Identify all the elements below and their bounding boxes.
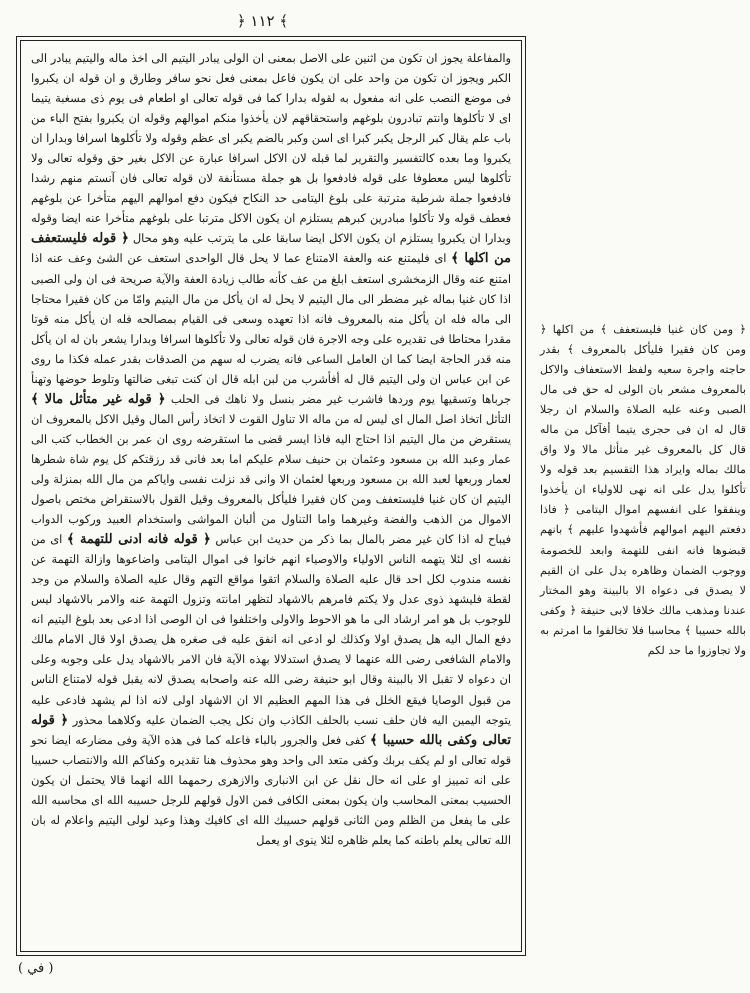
- main-commentary: [25, 43, 517, 851]
- commentary-paragraph: اى فليمتنع عنه والعفة الامتناع عما لا يحل قال الواحدى استعف عن الشئ وعف عنه اذا امتنع عنه وقال الزمخشرى استعف ابلغ من عف كأنه طالب زيادة العفة والآية صريحة فى ان ولى الصبى اذا كان غنيا بماله غير مضطر الى مال اليتيم لا يحل له ان يأكل من مال اليتيم وامّا من كان فقيرا محتاجا الى ماله فله ان يأكل منه بالمعروف فانه اذا تعهده وسعى فى القيام بمصالحه فله ان يأكل منه قوتا مقدرا محتاطا فى تقديره على وجه الاجرة فان قوله تعالى ولا تأكلوها اسرافا وبدارا يشعر بان له ان يأكل منه قدر الحاجة ايضا كما ان العامل الساعى فانه يضرب له سهم من الصدقات بقدر عمله فكذا ما روى عن ابن عباس ان ولى اليتيم قال له أفأشرب من لبن ابله قال ان كنت تبغى ضالتها وتلوط حوضها وتهنأ جرباها وتسقيها يوم وردها فاشرب غير مضر بنسل ولا ناهك فى الحلب: [31, 252, 511, 406]
- margin-paragraph: ﴿ ومن كان غنيا فليستعفف ﴾ من اكلها ﴿ ومن كان فقيرا فليأكل بالمعروف ﴾ بقدر حاجته واجرة سعيه ولفظ الاستعفاف والاكل بالمعروف مشعر بان الولى له حق فى مال الصبى وعنه عليه الصلاة والسلام ان رجلا قال له ان فى حجرى يتيما أفآكل من ماله قال كل بالمعروف غير متأثل مالا ولا واق مالك بماله وايراد هذا التقسيم بعد قوله ولا تأكلوا يدل على انه نهى للاولياء ان يأخذوا وينفقوا على انفسهم اموال اليتامى: [540, 323, 746, 517]
- quote-heading: ﴿ قوله فانه ادنى للتهمة ﴾: [66, 532, 211, 548]
- margin-paragraph: ﴿ فاذا دفعتم اليهم اموالهم فأشهدوا عليهم ﴾ بانهم قبضوها فانه انفى للتهمة وابعد للخصومة ووجوب الضمان وظاهره يدل على ان القيم لا يصدق فى دعواه الا بالبينة وهو المختار عندنا ومذهب مالك خلافا لابى حنيفة ﴿ وكفى بالله حسيبا ﴾ محاسبا فلا تخالفوا ما امرتم به ولا تجاوزوا ما حد لكم: [540, 503, 746, 657]
- quote-heading: ﴿ قوله فليستعفف من اكلها ﴾: [31, 231, 512, 267]
- quote-heading: ﴿ قوله غير متأثل مالا ﴾: [31, 391, 166, 407]
- commentary-paragraph: كفى فعل والجرور بالباء فاعله كما فى هذه الآية وفى مضارعه ايضا نحو قوله تعالى او لم يكف بربك وكفى متعد الى واحد وهو محذوف هنا تقديره وكفاكم الله والانتصاب حسيبا على انه تمييز او على انه حال نقل عن ابن الانبارى والازهرى رحمهما الله انهما قالا يحتمل ان يكون الحسيب بمعنى المحاسب وان يكون بمعنى الكافى فمن الاول قولهم للرجل حسيبه الله اى محاسبه الله على ما يفعل من الظلم ومن الثانى قولهم حسيبك الله اى كافيك وهذا وعيد لولى اليتيم واعلام له بان الله تعالى يعلم باطنه كما يعلم ظاهره لئلا ينوى او يعمل: [31, 733, 511, 847]
- commentary-paragraph: والمفاعلة يجوز ان تكون من اثنين على الاصل بمعنى ان الولى يبادر اليتيم الى اخذ ماله واليتيم يبادر الى الكبر ويجوز ان تكون من واحد على ان يكون فاعل بمعنى فعل نحو سافر وطارق و ان قوله ان يكبروا فى موضع النصب على انه مفعول به لقوله بدارا كما فى قوله تعالى او اطعام فى يوم ذى مسغبة يتيما اى لا تأكلوها وانتم تبادرون بلوغهم واستحقاقهم لان يأخذوا منكم اموالهم وقوله ان يكبروا بفتح الباء من باب علم يقال كبر الرجل يكبر كبرا اى اسن وكبر بالضم يكبر اى عظم وقوله ولا تأكلوها اسرافا وبدارا ان يكبروا وما بعده كالتفسير والتقرير لما قبله لان الاكل اسرافا عبارة عن الاكل بغير حق وقوله تعالى ولا تأكلوها ليس معطوفا على قوله فادفعوا بل هو جملة مستأنفة لان قوله تعالى فان آنستم منهم رشدا فادفعوا جملة شرطية مترتبة على بلوغ اليتامى حد النكاح فيكون دفع اموالهم اليهم متأخرا عن بلوغهم فعطف قوله ولا تأكلوا مبادرين كبرهم يستلزم ان يكون الاكل مترتبا على بلوغهم متأخرا عنه ايضا وقوله وبدارا ان يكبروا يستلزم ان يكون الاكل ايضا سابقا على ما يترتب عليه وهو محال: [31, 52, 512, 246]
- quote-heading: ﴿ قوله تعالى وكفى بالله حسيبا ﴾: [31, 712, 511, 748]
- commentary-paragraph: التأثل اتخاذ اصل المال اى ليس له من ماله الا تناول القوت لا اتخاذ رأس المال وقيل الاكل بالمعروف ان يستقرض من مال اليتيم اذا احتاج اليه فاذا ايسر قضى ما استقرضه روى ان عمر بن الخطاب كتب الى عمار وعبد الله بن مسعود وعثمان بن حنيف سلام عليكم اما بعد فانى قد رزقتكم كل يوم شاة شطرها لعمار وربعها لعبد الله بن مسعود وربعها لعثمان الا وانى قد نزلت نفسى واياكم من مال الله بمنزلة ولى اليتيم ان كان غنيا فليستعفف ومن كان فقيرا فليأكل بالمعروف وقيل القول بالاستقراض مختص باصول الاموال من الذهب والفضة وغيرهما واما التناول من ألبان المواشى واستخدام العبيد وركوب الدواب فيباح له اذا كان غير مضر بالمال بما ذكر من حديث ابن عباس: [31, 412, 511, 547]
- catchword: ( في ): [18, 961, 54, 976]
- page-number: ﴿ ١١٢ ﴾: [236, 12, 289, 30]
- main-text-frame: [16, 36, 526, 956]
- margin-tafsir: [540, 320, 746, 661]
- commentary-paragraph: اى من نفسه اى لئلا يتهمه الناس الاولياء والاوصياء انهم خانوا فى اموال اليتامى واضاعوها وازالة التهمة عن نفسه مندوب لكل احد قال عليه الصلاة والسلام اتقوا مواقع التهم وقال عليه الصلاة والسلام من وجد لقطة فليشهد ذوى عدل ولا يكتم فامرهم بالاشهاد لتظهر امانته وتزول التهمة عنه والامر بالاشهاد ليس للوجوب بل هو امر ارشاد الى ما هو الاحوط والاولى واختلفوا فى ان الوصى اذا ادعى بعد بلوغ اليتيم انه دفع المال اليه هل يصدق اولا وكذلك لو ادعى انه انفق عليه فى صغره هل يصدق اولا قال الامام مالك والامام الشافعى رضى الله عنهما لا يصدق استدلالا بهذه الآية فان الامر بالاشهاد يدل على وجوبه وعلى ان دعواه لا تقبل الا بالبينة وقال ابو حنيفة رضى الله عنه واصحابه يصدق لانه يقبل قوله لامتناع الناس من قبول الوصايا فيقع الخلل فى هذا المهم العظيم الا ان الاشهاد اولى لانه اذا لم يشهد فادعى عليه يتوجه اليمين اليه فان حلف نسب بالحلف الكاذب وان نكل يجب الضمان عليه وكلاهما محذور: [31, 533, 511, 727]
